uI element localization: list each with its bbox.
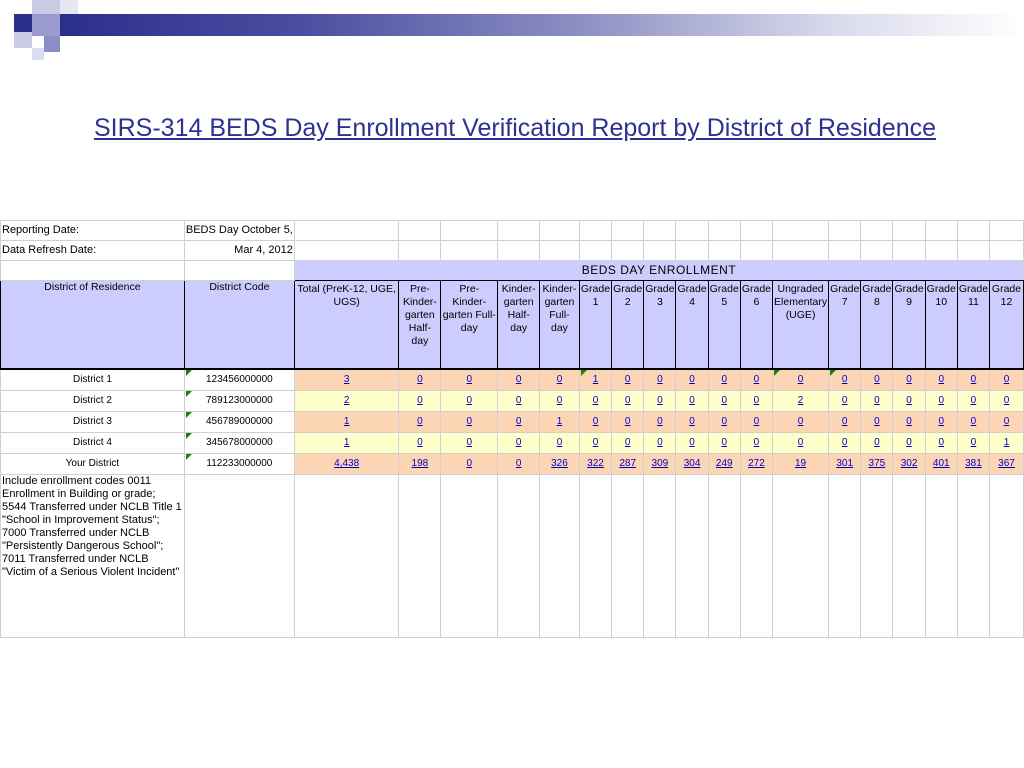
enrollment-count-link[interactable]: 0 [466, 458, 473, 469]
col-header-15: Grade 10 [925, 281, 957, 369]
enrollment-count-cell [925, 411, 957, 432]
enrollment-count-cell [829, 432, 861, 453]
slide-title: SIRS-314 BEDS Day Enrollment Verification Report by District of Residence [93, 114, 937, 142]
enrollment-count-cell [957, 390, 989, 411]
enrollment-count-cell [990, 453, 1024, 474]
table-row [1, 453, 1024, 474]
enrollment-count-link[interactable]: 302 [900, 458, 918, 469]
refresh-date-value: Mar 4, 2012 [184, 241, 294, 261]
enrollment-count-link[interactable]: 1 [343, 437, 350, 448]
refresh-date-label: Data Refresh Date: [1, 241, 185, 261]
enrollment-count-cell [498, 390, 540, 411]
col-header-1: Pre- Kinder- garten Half-day [399, 281, 441, 369]
enrollment-count-cell [399, 411, 441, 432]
enrollment-count-link[interactable]: 309 [651, 458, 669, 469]
enrollment-count-link[interactable]: 0 [874, 437, 880, 448]
district-code [184, 453, 294, 474]
col-header-code: District Code [184, 281, 294, 369]
enrollment-count-link[interactable]: 19 [795, 458, 807, 469]
enrollment-count-cell [708, 369, 740, 391]
enrollment-count-cell [773, 390, 829, 411]
enrollment-count-cell [925, 453, 957, 474]
col-header-17: Grade 12 [990, 281, 1024, 369]
district-name: District 2 [1, 390, 185, 411]
enrollment-count-link[interactable]: 0 [874, 416, 880, 427]
enrollment-count-cell [294, 369, 399, 391]
enrollment-table [0, 220, 1024, 638]
enrollment-count-cell [829, 390, 861, 411]
enrollment-count-link[interactable]: 0 [689, 437, 695, 448]
enrollment-count-cell [612, 453, 644, 474]
enrollment-count-cell [441, 390, 498, 411]
enrollment-count-link[interactable]: 0 [592, 395, 599, 406]
enrollment-count-cell [579, 453, 611, 474]
enrollment-count-cell [579, 432, 611, 453]
enrollment-count-cell [676, 369, 708, 391]
enrollment-count-link[interactable]: 0 [970, 437, 977, 448]
enrollment-count-cell [829, 453, 861, 474]
enrollment-count-cell [644, 369, 676, 391]
district-code [184, 390, 294, 411]
col-header-7: Grade 3 [644, 281, 676, 369]
enrollment-count-cell [579, 390, 611, 411]
enrollment-count-link[interactable]: 0 [417, 374, 423, 385]
enrollment-count-cell [540, 390, 580, 411]
enrollment-count-cell [925, 390, 957, 411]
enrollment-count-link[interactable]: 0 [938, 437, 945, 448]
comment-indicator-icon [186, 391, 192, 397]
enrollment-count-cell [540, 453, 580, 474]
enrollment-count-link[interactable]: 0 [515, 458, 522, 469]
enrollment-count-cell [441, 369, 498, 391]
district-code [184, 411, 294, 432]
enrollment-count-cell [740, 453, 772, 474]
enrollment-count-cell [294, 390, 399, 411]
enrollment-count-cell [893, 390, 925, 411]
enrollment-count-cell [708, 432, 740, 453]
enrollment-count-cell [441, 432, 498, 453]
enrollment-count-link[interactable]: 322 [587, 458, 604, 469]
enrollment-count-link[interactable]: 0 [906, 374, 912, 385]
col-header-3: Kinder- garten Half-day [498, 281, 540, 369]
enrollment-count-cell [644, 432, 676, 453]
enrollment-count-link[interactable]: 0 [556, 374, 563, 385]
enrollment-count-link[interactable]: 0 [874, 374, 880, 385]
enrollment-count-link[interactable]: 0 [753, 374, 760, 385]
enrollment-count-link[interactable]: 0 [592, 416, 599, 427]
enrollment-count-cell [893, 411, 925, 432]
deco-square-light [32, 0, 60, 14]
enrollment-count-link[interactable]: 0 [515, 437, 522, 448]
enrollment-count-cell [773, 432, 829, 453]
enrollment-count-link[interactable]: 367 [998, 458, 1015, 469]
enrollment-count-cell [990, 390, 1024, 411]
reporting-date-label: Reporting Date: [1, 221, 185, 241]
enrollment-count-link[interactable]: 0 [1003, 416, 1010, 427]
district-code-text: 112233000000 [206, 458, 273, 469]
enrollment-count-link[interactable]: 0 [1003, 374, 1010, 385]
enrollment-count-link[interactable]: 0 [721, 374, 728, 385]
enrollment-count-link[interactable]: 0 [417, 437, 423, 448]
enrollment-count-cell [540, 432, 580, 453]
enrollment-count-cell [612, 411, 644, 432]
header-gradient-bar [60, 14, 1024, 36]
col-header-10: Grade 6 [740, 281, 772, 369]
enrollment-count-link[interactable]: 0 [970, 374, 977, 385]
table-row [1, 390, 1024, 411]
enrollment-count-link[interactable]: 249 [715, 458, 733, 469]
col-header-district: District of Residence [1, 281, 185, 369]
enrollment-count-link[interactable]: 0 [938, 374, 945, 385]
enrollment-count-link[interactable]: 0 [797, 374, 804, 385]
enrollment-count-link[interactable]: 0 [841, 416, 848, 427]
enrollment-count-cell [861, 432, 893, 453]
enrollment-count-link[interactable]: 0 [624, 374, 631, 385]
enrollment-count-cell [612, 369, 644, 391]
deco-square-mid [14, 32, 32, 48]
enrollment-count-link[interactable]: 0 [624, 437, 631, 448]
enrollment-count-cell [708, 453, 740, 474]
enrollment-count-cell [708, 390, 740, 411]
comment-indicator-icon [186, 412, 192, 418]
enrollment-count-link[interactable]: 0 [515, 395, 522, 406]
col-header-9: Grade 5 [708, 281, 740, 369]
reporting-date-value: BEDS Day October 5, [184, 221, 294, 241]
enrollment-count-link[interactable]: 0 [938, 416, 945, 427]
enrollment-count-link[interactable]: 0 [689, 395, 695, 406]
enrollment-count-link[interactable]: 0 [657, 374, 663, 385]
deco-square-light [32, 14, 60, 36]
col-header-4: Kinder- garten Full-day [540, 281, 580, 369]
enrollment-count-link[interactable]: 287 [619, 458, 637, 469]
col-header-2: Pre- Kinder- garten Full-day [441, 281, 498, 369]
deco-square-navy [14, 14, 32, 32]
beds-day-enrollment-header: BEDS DAY ENROLLMENT [294, 261, 1023, 281]
enrollment-count-link[interactable]: 0 [841, 374, 848, 385]
enrollment-count-cell [773, 369, 829, 391]
enrollment-count-link[interactable]: 0 [841, 395, 848, 406]
enrollment-count-cell [773, 453, 829, 474]
enrollment-count-cell [773, 411, 829, 432]
enrollment-count-link[interactable]: 0 [592, 437, 599, 448]
enrollment-count-link[interactable]: 0 [556, 437, 563, 448]
enrollment-count-cell [740, 390, 772, 411]
comment-indicator-icon [186, 454, 192, 460]
enrollment-count-cell [612, 390, 644, 411]
enrollment-count-cell [399, 390, 441, 411]
enrollment-count-cell [579, 369, 611, 391]
enrollment-count-link[interactable]: 0 [970, 395, 977, 406]
district-name: District 4 [1, 432, 185, 453]
table-row [1, 369, 1024, 391]
district-code-text: 456789000000 [206, 416, 273, 427]
enrollment-count-link[interactable]: 0 [721, 416, 728, 427]
enrollment-count-cell [990, 432, 1024, 453]
district-code-text: 789123000000 [206, 395, 273, 406]
enrollment-count-cell [861, 411, 893, 432]
enrollment-count-link[interactable]: 0 [1003, 395, 1010, 406]
enrollment-count-link[interactable]: 0 [657, 395, 663, 406]
enrollment-count-cell [294, 453, 399, 474]
enrollment-count-cell [612, 432, 644, 453]
enrollment-count-cell [644, 390, 676, 411]
enrollment-count-cell [540, 411, 580, 432]
enrollment-count-link[interactable]: 0 [466, 416, 473, 427]
enrollment-count-cell [644, 453, 676, 474]
enrollment-count-link[interactable]: 0 [657, 437, 663, 448]
enrollment-count-cell [893, 432, 925, 453]
enrollment-count-link[interactable]: 326 [551, 458, 568, 469]
enrollment-count-link[interactable]: 301 [836, 458, 854, 469]
enrollment-count-cell [441, 453, 498, 474]
enrollment-count-cell [861, 390, 893, 411]
enrollment-count-link[interactable]: 0 [657, 416, 663, 427]
enrollment-count-link[interactable]: 0 [624, 395, 631, 406]
deco-square-pale [32, 48, 44, 60]
enrollment-count-cell [399, 432, 441, 453]
col-header-11: Ungraded Elementary (UGE) [773, 281, 829, 369]
enrollment-count-cell [294, 411, 399, 432]
enrollment-count-cell [540, 369, 580, 391]
enrollment-count-link[interactable]: 0 [515, 416, 522, 427]
enrollment-spreadsheet [0, 220, 1024, 650]
enrollment-count-cell [829, 411, 861, 432]
comment-indicator-icon [186, 370, 192, 376]
district-code-text: 345678000000 [206, 437, 273, 448]
enrollment-count-link[interactable]: 0 [689, 374, 695, 385]
col-header-12: Grade 7 [829, 281, 861, 369]
enrollment-count-cell [441, 411, 498, 432]
enrollment-count-link[interactable]: 1 [592, 374, 599, 385]
enrollment-count-link[interactable]: 0 [797, 437, 804, 448]
enrollment-count-link[interactable]: 0 [753, 437, 760, 448]
enrollment-count-cell [644, 411, 676, 432]
enrollment-count-link[interactable]: 401 [932, 458, 950, 469]
enrollment-count-cell [676, 390, 708, 411]
district-name: Your District [1, 453, 185, 474]
enrollment-count-link[interactable]: 0 [970, 416, 977, 427]
enrollment-count-cell [990, 411, 1024, 432]
enrollment-count-cell [498, 369, 540, 391]
col-header-16: Grade 11 [957, 281, 989, 369]
enrollment-count-link[interactable]: 0 [721, 437, 728, 448]
enrollment-count-link[interactable]: 1 [1003, 437, 1010, 448]
enrollment-count-cell [740, 411, 772, 432]
district-code [184, 432, 294, 453]
enrollment-count-link[interactable]: 0 [466, 374, 473, 385]
comment-indicator-icon [774, 370, 780, 376]
enrollment-count-link[interactable]: 272 [748, 458, 765, 469]
enrollment-count-link[interactable]: 0 [753, 416, 760, 427]
col-header-5: Grade 1 [579, 281, 611, 369]
enrollment-count-link[interactable]: 0 [417, 416, 423, 427]
enrollment-count-link[interactable]: 3 [343, 374, 350, 385]
col-header-13: Grade 8 [861, 281, 893, 369]
enrollment-count-link[interactable]: 0 [753, 395, 760, 406]
enrollment-count-cell [957, 369, 989, 391]
enrollment-count-cell [861, 369, 893, 391]
enrollment-count-link[interactable]: 0 [874, 395, 880, 406]
enrollment-count-link[interactable]: 1 [556, 416, 563, 427]
enrollment-count-link[interactable]: 0 [906, 395, 912, 406]
enrollment-count-cell [925, 369, 957, 391]
enrollment-count-cell [399, 453, 441, 474]
district-code [184, 369, 294, 391]
enrollment-count-cell [829, 369, 861, 391]
enrollment-count-cell [893, 453, 925, 474]
enrollment-count-link[interactable]: 0 [906, 416, 912, 427]
enrollment-count-cell [893, 369, 925, 391]
enrollment-count-cell [294, 432, 399, 453]
enrollment-count-link[interactable]: 304 [683, 458, 701, 469]
enrollment-count-link[interactable]: 4,438 [334, 458, 360, 469]
enrollment-count-link[interactable]: 0 [515, 374, 522, 385]
col-header-8: Grade 4 [676, 281, 708, 369]
footnote-row [1, 474, 1024, 637]
enrollment-count-cell [676, 411, 708, 432]
enrollment-count-link[interactable]: 0 [938, 395, 945, 406]
table-row [1, 411, 1024, 432]
enrollment-count-cell [861, 453, 893, 474]
col-header-14: Grade 9 [893, 281, 925, 369]
enrollment-count-link[interactable]: 0 [721, 395, 728, 406]
comment-indicator-icon [581, 370, 587, 376]
district-name: District 1 [1, 369, 185, 391]
enrollment-count-cell [925, 432, 957, 453]
enrollment-codes-footnote: Include enrollment codes 0011 Enrollment in Building or grade; 5544 Transferred under NCLB Title 1 "School in Improvement Status"; 7000 Transferred under NCLB "Persistently Dangerous School"; 7011 Transferred under NCLB "Victim of a Serious Violent Incident" [1, 474, 185, 637]
enrollment-count-cell [676, 453, 708, 474]
deco-square-light [60, 0, 78, 14]
col-header-0: Total (PreK-12, UGE, UGS) [294, 281, 399, 369]
enrollment-count-link[interactable]: 2 [343, 395, 350, 406]
enrollment-count-link[interactable]: 0 [797, 416, 804, 427]
col-header-6: Grade 2 [612, 281, 644, 369]
table-row [1, 432, 1024, 453]
enrollment-count-cell [498, 453, 540, 474]
enrollment-count-link[interactable]: 0 [906, 437, 912, 448]
enrollment-count-link[interactable]: 198 [411, 458, 429, 469]
enrollment-count-cell [740, 432, 772, 453]
enrollment-count-link[interactable]: 2 [797, 395, 804, 406]
enrollment-count-cell [708, 411, 740, 432]
district-name: District 3 [1, 411, 185, 432]
enrollment-count-link[interactable]: 0 [466, 395, 473, 406]
enrollment-count-cell [740, 369, 772, 391]
enrollment-count-cell [579, 411, 611, 432]
enrollment-count-link[interactable]: 0 [624, 416, 631, 427]
enrollment-count-link[interactable]: 375 [868, 458, 886, 469]
enrollment-count-link[interactable]: 0 [841, 437, 848, 448]
enrollment-count-cell [957, 453, 989, 474]
comment-indicator-icon [830, 370, 836, 376]
enrollment-count-cell [957, 411, 989, 432]
enrollment-count-link[interactable]: 0 [417, 395, 423, 406]
comment-indicator-icon [186, 433, 192, 439]
enrollment-count-cell [990, 369, 1024, 391]
enrollment-count-link[interactable]: 0 [466, 437, 473, 448]
enrollment-count-cell [498, 432, 540, 453]
enrollment-count-cell [676, 432, 708, 453]
district-code-text: 123456000000 [206, 374, 273, 385]
enrollment-count-link[interactable]: 381 [965, 458, 982, 469]
enrollment-count-link[interactable]: 0 [689, 416, 695, 427]
enrollment-count-cell [399, 369, 441, 391]
deco-square-mid [44, 36, 60, 52]
enrollment-count-cell [498, 411, 540, 432]
enrollment-count-link[interactable]: 1 [343, 416, 350, 427]
enrollment-count-link[interactable]: 0 [556, 395, 563, 406]
enrollment-count-cell [957, 432, 989, 453]
